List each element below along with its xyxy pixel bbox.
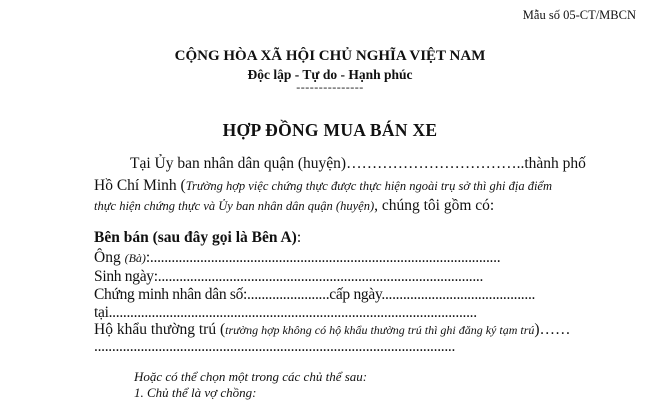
party-a-residence-italic: trường hợp không có hộ khẩu thường trú thì ghi đăng ký tạm trú bbox=[225, 323, 535, 337]
party-a-residence-suffix: )…… bbox=[534, 321, 571, 338]
party-a-name-dots: :.................................................................................................. bbox=[145, 249, 501, 266]
note-line-1: Hoặc có thể chọn một trong các chủ thể sau: bbox=[134, 369, 368, 384]
intro-line-2-prefix: Hồ Chí Minh ( bbox=[94, 177, 186, 194]
document-title: HỢP ĐỒNG MUA BÁN XE bbox=[222, 120, 438, 140]
party-a-id-line: Chứng minh nhân dân số:.......................cấp ngày........................................... bbox=[94, 286, 536, 303]
party-a-name-italic: (Bà) bbox=[124, 251, 146, 265]
intro-line-1: Tại Ủy ban nhân dân quận (huyện)……………………………..thành phố bbox=[130, 155, 586, 172]
intro-line-3 bbox=[94, 197, 494, 215]
intro-line-3-italic: thực hiện chứng thực và Ủy ban nhân dân quận (huyện) bbox=[94, 199, 375, 213]
party-a-name-line bbox=[94, 249, 500, 267]
party-a-residence-dots: ..................................................................................................... bbox=[94, 338, 456, 355]
party-a-name-label: Ông bbox=[94, 249, 125, 266]
national-title: CỘNG HÒA XÃ HỘI CHỦ NGHĨA VIỆT NAM bbox=[174, 48, 486, 64]
party-a-residence-label: Hộ khẩu thường trú ( bbox=[94, 321, 226, 338]
party-a-dob-line: Sinh ngày:........................................................................................... bbox=[94, 268, 484, 285]
intro-line-2 bbox=[94, 177, 552, 195]
intro-line-3-suffix: , chúng tôi gồm có: bbox=[374, 197, 495, 214]
party-a-heading-colon: : bbox=[296, 229, 302, 246]
party-a-heading-text: Bên bán (sau đây gọi là Bên A) bbox=[94, 229, 297, 246]
intro-line-2-italic: Trường hợp việc chứng thực được thực hiện ngoài trụ sở thì ghi địa điểm bbox=[185, 179, 553, 193]
national-motto: Độc lập - Tự do - Hạnh phúc bbox=[247, 67, 413, 82]
form-code: Mẫu số 05-CT/MBCN bbox=[522, 8, 636, 22]
party-a-heading bbox=[94, 229, 301, 247]
note-line-2: 1. Chủ thể là vợ chồng: bbox=[134, 385, 257, 400]
party-a-place-line: tại....................................................................................................... bbox=[94, 304, 477, 321]
party-a-residence-line bbox=[94, 321, 571, 339]
header-rule: --------------- bbox=[296, 80, 364, 94]
